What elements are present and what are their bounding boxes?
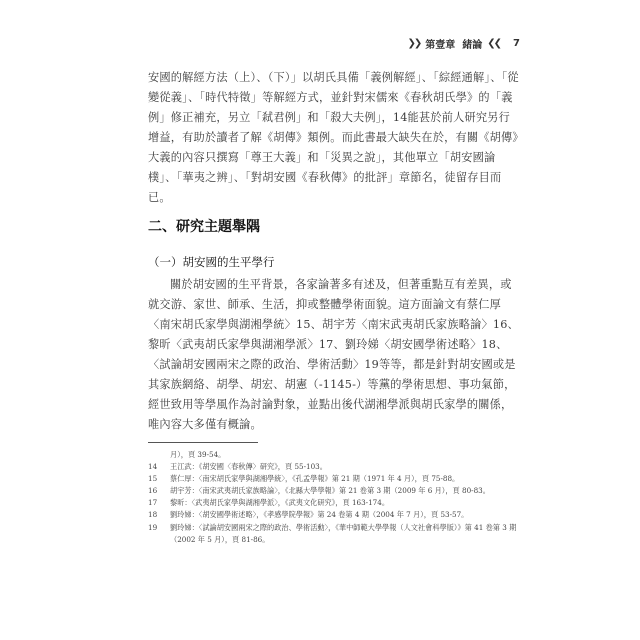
double-chevron-left-icon: ❮❮ [487,38,501,49]
footnotes [148,449,520,546]
footnote-number: 17 [148,498,158,508]
footnote-text: 月），頁 39-54。 [170,450,226,459]
footnote-item [148,522,520,546]
footnote-text: 黎昕：〈武夷胡氏家學與湖湘學派〉，《武夷文化研究》，頁 163-174。 [170,498,390,508]
footnote-item [148,509,520,521]
footnote-text: 王江武：《胡安國〈春秋傳〉研究》，頁 55-103。 [170,462,327,472]
body-paragraph-1 [148,68,520,208]
footnote-text: 胡宇芳：〈南宋武夷胡氏家族略論〉，《北縣大學學報》第 21 卷第 3 期（2009 年 6 月），頁 80-83。 [170,486,490,496]
footnote-number: 16 [148,486,158,496]
footnote-item [148,449,520,461]
running-head-title: 緒論 [462,40,483,51]
footnote-number: 19 [148,522,158,532]
footnote-item [148,485,520,497]
paragraph-text: 關於胡安國的生平背景，各家論著多有述及，但著重點互有差異，或就交游、家世、師承、生活，抑或整體學術面貌。這方面論文有蔡仁厚〈南宋胡氏家學與湖湘學統〉15、胡宇芳〈南宋武夷胡氏家族略論〉16、黎昕〈武夷胡氏家學與湖湘學派〉17、劉玲娣〈胡安國學術述略〉18、〈試論胡安國兩宋之際的政治、學術活動〉19等等，都是針對胡安國或是其家族網絡、胡學、胡宏、胡憲（-1145-）等黨的學術思想、事功氣節，經世致用等學風作為討論對象，並點出後代湖湘學派與胡氏家學的關係，唯內容大多僅有概論。 [148,278,519,431]
section-heading: 二、研究主題舉隅 [148,219,260,235]
footnote-number: 14 [148,462,158,472]
footnote-text: 劉玲娣：〈試論胡安國兩宋之際的政治、學術活動〉，《華中師範大學學報（人文社會科學版）》第 41 卷第 3 期（2002 年 5 月），頁 81-86。 [170,522,517,544]
footnote-item [148,497,520,509]
footnote-number: 15 [148,474,158,484]
paragraph-text: 安國的解經方法（上）、（下）」以胡氏具備「義例解經」、「綜經通解」、「從變從義」、「時代特徵」等解經方式，並針對宋儒來《春秋胡氏學》的「義例」修正補充，另立「弒君例」和「殺大夫例」，14能甚於前人研究另行增益，有助於讀者了解《胡傳》類例。而此書最大缺失在於，有關《胡傳》大義的內容只撰寫「尊王大義」和「災異之說」，其他單立「胡安國論樸」、「華夷之辨」、「對胡安國《春秋傳》的批評」章節名，徒留存目而已。 [148,71,519,204]
footnote-item [148,461,520,473]
running-head-right [408,36,521,51]
footnote-text: 蔡仁厚：〈南宋胡氏家學與湖湘學統〉，《孔孟學報》第 21 期（1971 年 4 月），頁 75-88。 [170,474,460,484]
double-chevron-right-icon: ❯❯ [407,38,421,49]
footnote-number: 18 [148,510,158,520]
footnote-divider [148,442,258,443]
footnote-item [148,473,520,485]
footnote-text: 劉玲娣：〈胡安國學術述略〉，《孝感學院學報》第 24 卷第 4 期（2004 年 7 月），頁 53-57。 [170,510,469,520]
subsection-heading: （一）胡安國的生平學行 [148,255,275,269]
running-head [150,36,520,50]
running-head-chapter: 第壹章 [425,40,456,51]
body-paragraph-2 [148,275,520,435]
page-number: 7 [513,38,520,49]
